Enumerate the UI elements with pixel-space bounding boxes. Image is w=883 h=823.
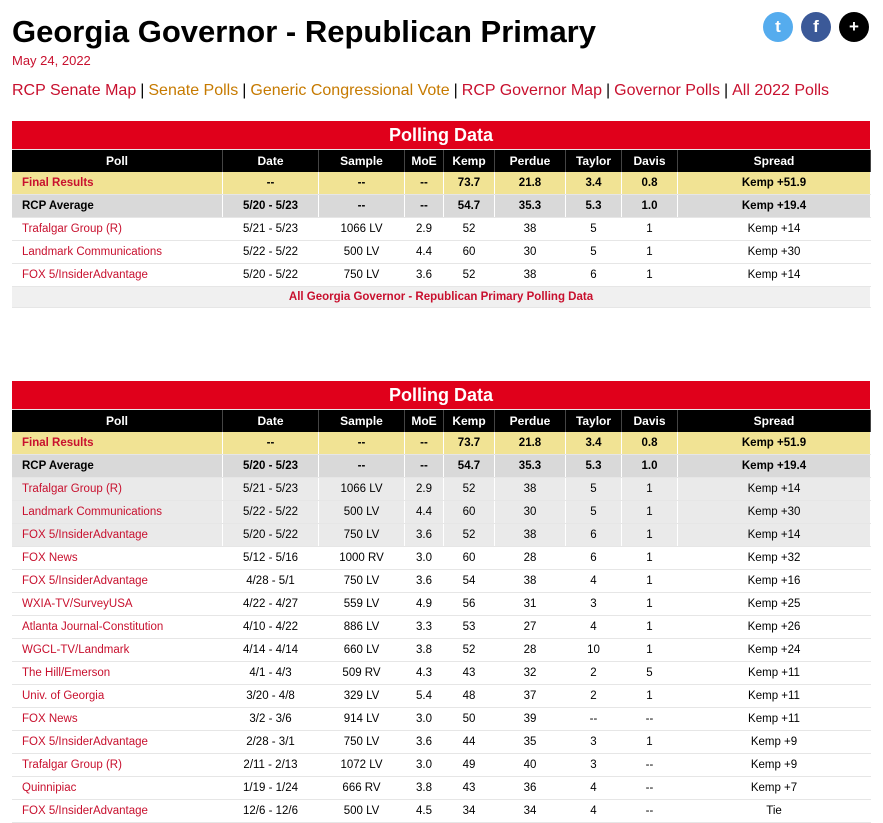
polling-table-full: [12, 381, 871, 823]
cell-date: 4/28 - 5/1: [223, 570, 319, 593]
cell-kemp: 60: [444, 241, 495, 264]
table-title: Polling Data: [12, 381, 871, 410]
cell-date: 12/6 - 12/6: [223, 800, 319, 823]
poll-name: RCP Average: [12, 455, 223, 478]
rcp-average-row: [12, 195, 871, 218]
cell-date: 5/12 - 5/16: [223, 547, 319, 570]
cell-kemp: 53: [444, 616, 495, 639]
cell-moe: --: [405, 172, 444, 195]
cell-moe: 3.6: [405, 524, 444, 547]
table-row: [12, 547, 871, 570]
cell-sample: 1072 LV: [319, 754, 405, 777]
cell-sample: 750 LV: [319, 264, 405, 287]
nav-separator: |: [242, 82, 247, 99]
final-results-row: [12, 432, 871, 455]
cell-sample: 914 LV: [319, 708, 405, 731]
cell-date: 5/20 - 5/23: [223, 195, 319, 218]
cell-perdue: 28: [495, 639, 566, 662]
cell-perdue: 37: [495, 685, 566, 708]
poll-name: Final Results: [12, 172, 223, 195]
cell-date: 2/11 - 2/13: [223, 754, 319, 777]
column-header-sample[interactable]: Sample: [319, 150, 405, 173]
cell-date: 2/28 - 3/1: [223, 731, 319, 754]
nav-separator: |: [605, 82, 611, 99]
cell-taylor: 5: [566, 501, 622, 524]
publish-date: May 24, 2022: [12, 53, 91, 68]
cell-taylor: 3: [566, 754, 622, 777]
cell-sample: 1066 LV: [319, 218, 405, 241]
cell-perdue: 38: [495, 570, 566, 593]
column-header-date[interactable]: Date: [223, 410, 319, 433]
nav-link[interactable]: RCP Governor Map: [461, 82, 602, 99]
table-row: [12, 241, 871, 264]
table-row: [12, 708, 871, 731]
cell-kemp: 54: [444, 570, 495, 593]
cell-spread: Kemp +51.9: [678, 172, 871, 195]
cell-spread: Kemp +26: [678, 616, 871, 639]
cell-date: --: [223, 432, 319, 455]
cell-sample: 1000 RV: [319, 547, 405, 570]
cell-kemp: 60: [444, 501, 495, 524]
cell-davis: 5: [622, 662, 678, 685]
cell-moe: --: [405, 455, 444, 478]
cell-taylor: 3.4: [566, 172, 622, 195]
cell-spread: Kemp +7: [678, 777, 871, 800]
cell-spread: Kemp +11: [678, 662, 871, 685]
cell-perdue: 35.3: [495, 455, 566, 478]
cell-taylor: 5: [566, 241, 622, 264]
cell-moe: 3.8: [405, 777, 444, 800]
column-header-davis[interactable]: Davis: [622, 410, 678, 433]
nav-separator: |: [723, 82, 729, 99]
table-row: [12, 731, 871, 754]
cell-spread: Kemp +19.4: [678, 195, 871, 218]
table-row: [12, 754, 871, 777]
cell-taylor: 5: [566, 218, 622, 241]
column-header-kemp[interactable]: Kemp: [444, 150, 495, 173]
cell-sample: --: [319, 172, 405, 195]
column-header-spread[interactable]: Spread: [678, 410, 871, 433]
nav-link[interactable]: Senate Polls: [148, 82, 239, 99]
cell-kemp: 60: [444, 547, 495, 570]
cell-perdue: 35.3: [495, 195, 566, 218]
table-row: [12, 777, 871, 800]
cell-davis: --: [622, 800, 678, 823]
cell-date: 5/22 - 5/22: [223, 501, 319, 524]
cell-date: 5/20 - 5/22: [223, 524, 319, 547]
column-header-row: [12, 410, 871, 433]
cell-moe: 4.4: [405, 501, 444, 524]
cell-perdue: 38: [495, 218, 566, 241]
cell-kemp: 43: [444, 777, 495, 800]
column-header-moe[interactable]: MoE: [405, 410, 444, 433]
cell-taylor: 2: [566, 685, 622, 708]
cell-sample: 1066 LV: [319, 478, 405, 501]
column-header-spread[interactable]: Spread: [678, 150, 871, 173]
table-row: [12, 639, 871, 662]
cell-davis: 1: [622, 547, 678, 570]
cell-sample: 750 LV: [319, 570, 405, 593]
cell-davis: 0.8: [622, 172, 678, 195]
cell-date: 4/14 - 4/14: [223, 639, 319, 662]
cell-moe: 3.6: [405, 570, 444, 593]
cell-davis: 0.8: [622, 432, 678, 455]
cell-taylor: 6: [566, 264, 622, 287]
cell-date: 3/20 - 4/8: [223, 685, 319, 708]
nav-link[interactable]: All 2022 Polls: [732, 82, 830, 99]
table-row: [12, 501, 871, 524]
cell-moe: 5.4: [405, 685, 444, 708]
cell-perdue: 21.8: [495, 172, 566, 195]
cell-spread: Kemp +14: [678, 478, 871, 501]
cell-taylor: 5: [566, 478, 622, 501]
column-header-poll[interactable]: Poll: [12, 150, 223, 173]
cell-kemp: 50: [444, 708, 495, 731]
cell-date: 4/10 - 4/22: [223, 616, 319, 639]
table-row: [12, 593, 871, 616]
cell-moe: 2.9: [405, 478, 444, 501]
cell-spread: Kemp +14: [678, 218, 871, 241]
cell-spread: Kemp +9: [678, 731, 871, 754]
column-header-sample[interactable]: Sample: [319, 410, 405, 433]
cell-davis: --: [622, 777, 678, 800]
cell-sample: 750 LV: [319, 524, 405, 547]
cell-davis: 1: [622, 639, 678, 662]
cell-kemp: 52: [444, 524, 495, 547]
table-row: [12, 662, 871, 685]
poll-name[interactable]: Landmark Communications: [12, 241, 223, 264]
poll-name[interactable]: Trafalgar Group (R): [12, 478, 223, 501]
poll-name[interactable]: Trafalgar Group (R): [12, 754, 223, 777]
poll-name[interactable]: Univ. of Georgia: [12, 685, 223, 708]
polling-table-summary: [12, 121, 871, 308]
cell-spread: Kemp +19.4: [678, 455, 871, 478]
cell-davis: 1: [622, 241, 678, 264]
cell-spread: Tie: [678, 800, 871, 823]
cell-moe: 3.6: [405, 264, 444, 287]
cell-davis: 1: [622, 264, 678, 287]
poll-name[interactable]: The Hill/Emerson: [12, 662, 223, 685]
cell-taylor: 6: [566, 524, 622, 547]
nav-link[interactable]: RCP Senate Map: [12, 82, 137, 99]
cell-perdue: 21.8: [495, 432, 566, 455]
cell-spread: Kemp +24: [678, 639, 871, 662]
cell-kemp: 56: [444, 593, 495, 616]
poll-name: RCP Average: [12, 195, 223, 218]
cell-kemp: 44: [444, 731, 495, 754]
cell-date: --: [223, 172, 319, 195]
cell-sample: 500 LV: [319, 800, 405, 823]
column-header-moe[interactable]: MoE: [405, 150, 444, 173]
final-results-row: [12, 172, 871, 195]
cell-perdue: 30: [495, 501, 566, 524]
poll-name[interactable]: Landmark Communications: [12, 501, 223, 524]
cell-spread: Kemp +9: [678, 754, 871, 777]
cell-spread: Kemp +51.9: [678, 432, 871, 455]
poll-name[interactable]: Trafalgar Group (R): [12, 218, 223, 241]
cell-sample: 660 LV: [319, 639, 405, 662]
social-share-bar: [763, 12, 869, 42]
cell-taylor: 4: [566, 616, 622, 639]
cell-davis: 1: [622, 501, 678, 524]
cell-sample: --: [319, 195, 405, 218]
cell-taylor: 3: [566, 593, 622, 616]
cell-taylor: --: [566, 708, 622, 731]
cell-moe: 3.0: [405, 547, 444, 570]
poll-name[interactable]: FOX 5/InsiderAdvantage: [12, 524, 223, 547]
cell-kemp: 73.7: [444, 172, 495, 195]
cell-taylor: 4: [566, 570, 622, 593]
cell-sample: --: [319, 432, 405, 455]
cell-moe: 4.5: [405, 800, 444, 823]
cell-date: 5/20 - 5/23: [223, 455, 319, 478]
column-header-taylor[interactable]: Taylor: [566, 150, 622, 173]
cell-davis: 1.0: [622, 455, 678, 478]
cell-taylor: 6: [566, 547, 622, 570]
cell-perdue: 27: [495, 616, 566, 639]
cell-kemp: 48: [444, 685, 495, 708]
cell-taylor: 2: [566, 662, 622, 685]
cell-taylor: 4: [566, 777, 622, 800]
nav-link[interactable]: Generic Congressional Vote: [250, 82, 450, 99]
cell-date: 5/21 - 5/23: [223, 218, 319, 241]
all-polls-link[interactable]: All Georgia Governor - Republican Primary Polling Data: [12, 287, 871, 308]
nav-separator: |: [140, 82, 145, 99]
cell-moe: 4.9: [405, 593, 444, 616]
rcp-average-row: [12, 455, 871, 478]
share-more-icon[interactable]: +: [839, 12, 869, 42]
cell-moe: 3.0: [405, 754, 444, 777]
cell-taylor: 3.4: [566, 432, 622, 455]
cell-perdue: 32: [495, 662, 566, 685]
cell-perdue: 40: [495, 754, 566, 777]
cell-perdue: 38: [495, 524, 566, 547]
cell-moe: 4.3: [405, 662, 444, 685]
poll-name[interactable]: FOX 5/InsiderAdvantage: [12, 264, 223, 287]
cell-davis: 1.0: [622, 195, 678, 218]
cell-kemp: 54.7: [444, 455, 495, 478]
cell-date: 5/20 - 5/22: [223, 264, 319, 287]
table-row: [12, 685, 871, 708]
cell-moe: --: [405, 432, 444, 455]
cell-perdue: 30: [495, 241, 566, 264]
facebook-icon[interactable]: f: [801, 12, 831, 42]
cell-spread: Kemp +32: [678, 547, 871, 570]
column-header-perdue[interactable]: Perdue: [495, 410, 566, 433]
cell-moe: 3.3: [405, 616, 444, 639]
cell-spread: Kemp +11: [678, 708, 871, 731]
cell-perdue: 35: [495, 731, 566, 754]
cell-taylor: 3: [566, 731, 622, 754]
cell-moe: 3.0: [405, 708, 444, 731]
table-row: [12, 218, 871, 241]
cell-spread: Kemp +16: [678, 570, 871, 593]
cell-perdue: 36: [495, 777, 566, 800]
cell-spread: Kemp +14: [678, 264, 871, 287]
cell-spread: Kemp +11: [678, 685, 871, 708]
cell-spread: Kemp +25: [678, 593, 871, 616]
column-header-perdue[interactable]: Perdue: [495, 150, 566, 173]
rcp-nav-links: [12, 82, 829, 100]
cell-perdue: 34: [495, 800, 566, 823]
table-row: [12, 616, 871, 639]
twitter-icon[interactable]: t: [763, 12, 793, 42]
cell-moe: 3.6: [405, 731, 444, 754]
cell-moe: 4.4: [405, 241, 444, 264]
cell-davis: 1: [622, 731, 678, 754]
cell-perdue: 31: [495, 593, 566, 616]
column-header-taylor[interactable]: Taylor: [566, 410, 622, 433]
column-header-davis[interactable]: Davis: [622, 150, 678, 173]
table-row: [12, 800, 871, 823]
poll-name[interactable]: FOX 5/InsiderAdvantage: [12, 570, 223, 593]
cell-moe: --: [405, 195, 444, 218]
table-row: [12, 524, 871, 547]
cell-moe: 3.8: [405, 639, 444, 662]
cell-davis: 1: [622, 570, 678, 593]
cell-sample: 559 LV: [319, 593, 405, 616]
poll-name[interactable]: WXIA-TV/SurveyUSA: [12, 593, 223, 616]
column-header-kemp[interactable]: Kemp: [444, 410, 495, 433]
cell-davis: 1: [622, 478, 678, 501]
cell-perdue: 38: [495, 264, 566, 287]
cell-kemp: 54.7: [444, 195, 495, 218]
table-row: [12, 264, 871, 287]
poll-name[interactable]: FOX 5/InsiderAdvantage: [12, 800, 223, 823]
cell-taylor: 4: [566, 800, 622, 823]
nav-link[interactable]: Governor Polls: [614, 82, 720, 99]
table-row: [12, 478, 871, 501]
cell-date: 4/1 - 4/3: [223, 662, 319, 685]
table-title: Polling Data: [12, 121, 871, 150]
cell-sample: --: [319, 455, 405, 478]
cell-perdue: 28: [495, 547, 566, 570]
poll-name[interactable]: FOX News: [12, 547, 223, 570]
poll-name[interactable]: Quinnipiac: [12, 777, 223, 800]
cell-spread: Kemp +14: [678, 524, 871, 547]
cell-sample: 500 LV: [319, 241, 405, 264]
cell-date: 3/2 - 3/6: [223, 708, 319, 731]
poll-name[interactable]: Atlanta Journal-Constitution: [12, 616, 223, 639]
page-title: Georgia Governor - Republican Primary: [12, 14, 596, 49]
poll-name[interactable]: FOX News: [12, 708, 223, 731]
cell-kemp: 49: [444, 754, 495, 777]
table-row: [12, 570, 871, 593]
column-header-row: [12, 150, 871, 173]
cell-kemp: 52: [444, 264, 495, 287]
cell-date: 5/21 - 5/23: [223, 478, 319, 501]
cell-davis: 1: [622, 524, 678, 547]
cell-spread: Kemp +30: [678, 501, 871, 524]
cell-kemp: 34: [444, 800, 495, 823]
cell-moe: 2.9: [405, 218, 444, 241]
cell-kemp: 43: [444, 662, 495, 685]
cell-kemp: 52: [444, 478, 495, 501]
cell-davis: --: [622, 708, 678, 731]
cell-davis: 1: [622, 593, 678, 616]
column-header-date[interactable]: Date: [223, 150, 319, 173]
cell-date: 5/22 - 5/22: [223, 241, 319, 264]
cell-davis: 1: [622, 218, 678, 241]
poll-name: Final Results: [12, 432, 223, 455]
cell-date: 1/19 - 1/24: [223, 777, 319, 800]
column-header-poll[interactable]: Poll: [12, 410, 223, 433]
cell-date: 4/22 - 4/27: [223, 593, 319, 616]
cell-sample: 500 LV: [319, 501, 405, 524]
cell-taylor: 5.3: [566, 195, 622, 218]
cell-kemp: 52: [444, 639, 495, 662]
cell-kemp: 52: [444, 218, 495, 241]
poll-name[interactable]: WGCL-TV/Landmark: [12, 639, 223, 662]
nav-separator: |: [453, 82, 458, 99]
cell-sample: 329 LV: [319, 685, 405, 708]
cell-sample: 750 LV: [319, 731, 405, 754]
cell-perdue: 38: [495, 478, 566, 501]
cell-sample: 509 RV: [319, 662, 405, 685]
cell-davis: 1: [622, 685, 678, 708]
cell-sample: 886 LV: [319, 616, 405, 639]
cell-spread: Kemp +30: [678, 241, 871, 264]
cell-sample: 666 RV: [319, 777, 405, 800]
cell-taylor: 5.3: [566, 455, 622, 478]
cell-davis: --: [622, 754, 678, 777]
cell-kemp: 73.7: [444, 432, 495, 455]
cell-davis: 1: [622, 616, 678, 639]
cell-perdue: 39: [495, 708, 566, 731]
poll-name[interactable]: FOX 5/InsiderAdvantage: [12, 731, 223, 754]
all-polls-link-row: [12, 287, 871, 308]
cell-taylor: 10: [566, 639, 622, 662]
